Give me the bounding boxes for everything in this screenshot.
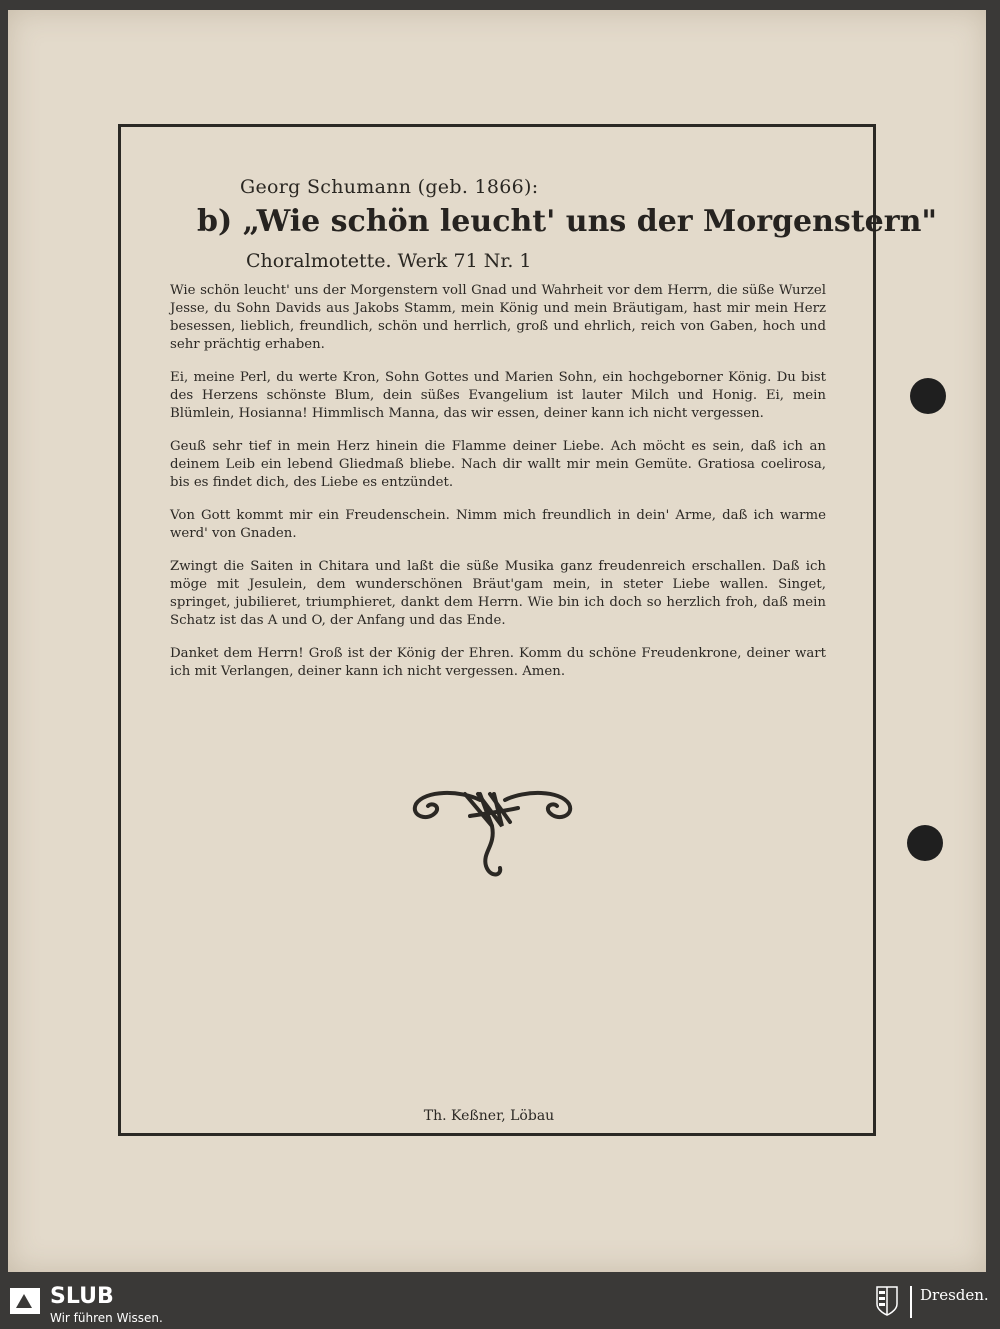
dresden-logo-text[interactable]: Dresden.	[920, 1286, 989, 1304]
paragraph: Ei, meine Perl, du werte Kron, Sohn Gottes und Marien Sohn, ein hochgeborner König. Du bist des Herzens schönste Blum, dein süßes Evangelium ist lauter Milch und Honig. Ei, mein Blümlein, Hosianna! Himmlisch Manna, das wir essen, deiner kann ich nicht vergessen.	[170, 370, 826, 421]
paragraph: Danket dem Herrn! Groß ist der König der Ehren. Komm du schöne Freudenkrone, deiner wart ich mit Verlangen, deiner kann ich nicht vergessen. Amen.	[170, 646, 826, 679]
punch-hole-top	[910, 378, 946, 414]
dresden-crest-icon	[876, 1286, 898, 1316]
slub-slogan: Wir führen Wissen.	[50, 1311, 163, 1325]
divider	[910, 1286, 912, 1318]
page-title: b) „Wie schön leucht' uns der Morgenstern"	[197, 204, 938, 239]
slub-brand-name[interactable]: SLUB	[50, 1284, 114, 1309]
subtitle: Choralmotette. Werk 71 Nr. 1	[246, 250, 532, 272]
lyrics-text	[170, 282, 826, 696]
footer-bar	[0, 1280, 1000, 1329]
slub-logo-icon	[10, 1288, 40, 1314]
paragraph: Von Gott kommt mir ein Freudenschein. Nimm mich freundlich in dein' Arme, daß ich warme werd' von Gnaden.	[170, 508, 826, 541]
composer-line: Georg Schumann (geb. 1866):	[240, 176, 539, 198]
paragraph: Zwingt die Saiten in Chitara und laßt die süße Musika ganz freudenreich erschallen. Daß ich möge mit Jesulein, dem wunderschönen Bräut'gam mein, in steter Liebe wallen. Singet, springet, jubilieret, triumphieret, dankt dem Herrn. Wie bin ich doch so herzlich froh, daß mein Schatz ist das A und O, der Anfang und das Ende.	[170, 559, 826, 628]
paragraph: Geuß sehr tief in mein Herz hinein die Flamme deiner Liebe. Ach möcht es sein, daß ich an deinem Leib ein lebend Gliedmaß bliebe. Nach dir wallt mir mein Gemüte. Gratiosa coelirosa, bis es findet dich, des Liebe es entzündet.	[170, 439, 826, 490]
paragraph: Wie schön leucht' uns der Morgenstern voll Gnad und Wahrheit vor dem Herrn, die süße Wurzel Jesse, du Sohn Davids aus Jakobs Stamm, mein König und mein Bräutigam, hast mir mein Herz besessen, lieblich, freundlich, schön und herrlich, groß und ehrlich, reich von Gaben, hoch und sehr prächtig erhaben.	[170, 283, 826, 352]
publisher-imprint: Th. Keßner, Löbau	[423, 1108, 555, 1124]
punch-hole-bottom	[907, 825, 943, 861]
ornament-flourish-icon	[410, 786, 575, 886]
